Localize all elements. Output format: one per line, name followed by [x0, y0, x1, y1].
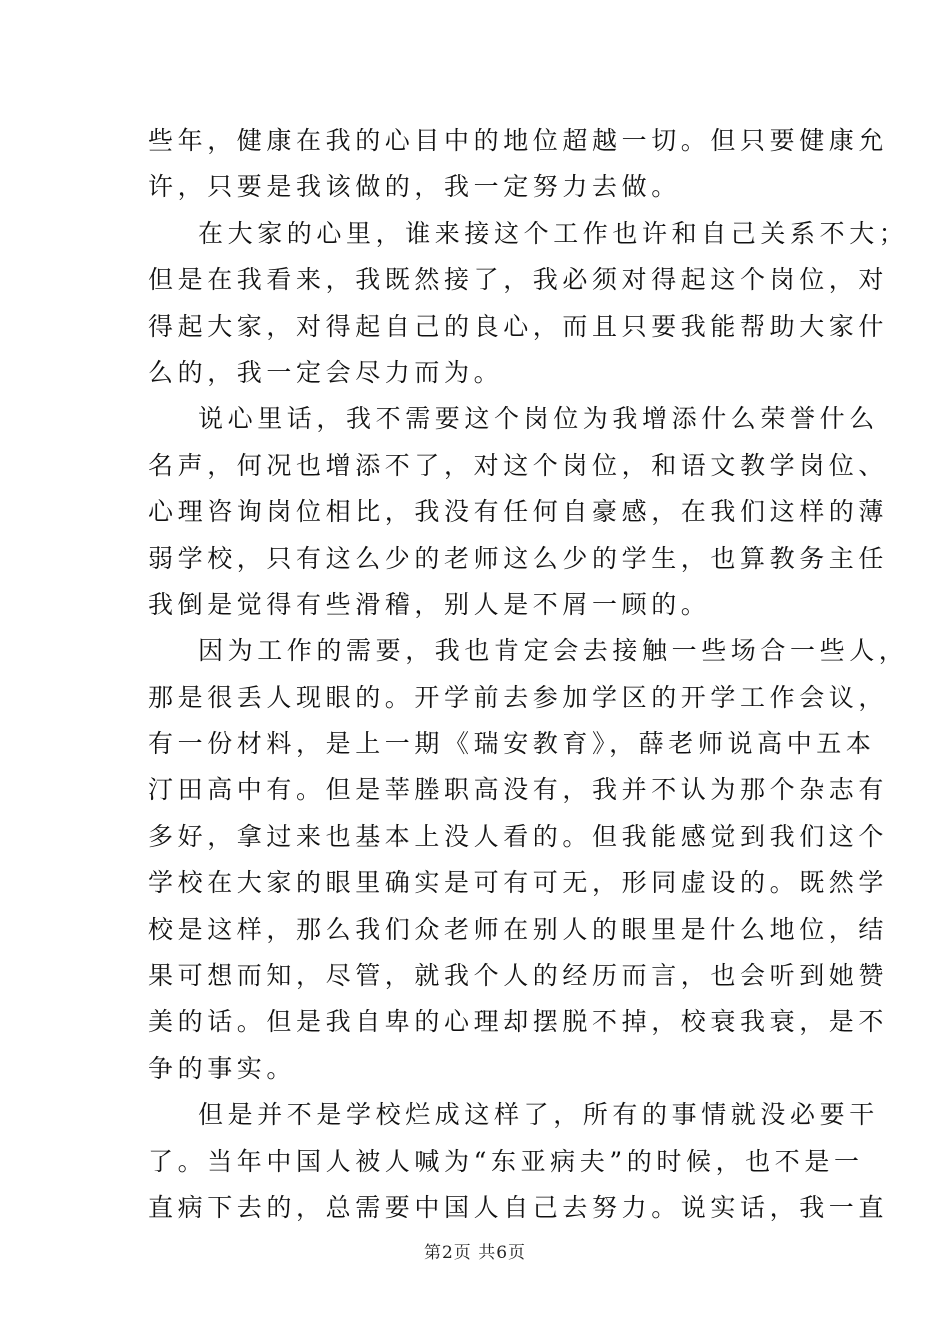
document-body [148, 118, 909, 1231]
paragraph-start-line: 因为工作的需要，我也肯定会去接触一些场合一些人， [198, 636, 909, 666]
paragraph-start-line: 但是并不是学校烂成这样了，所有的事情就没必要干 [198, 1100, 879, 1130]
text-line: 美的话。但是我自卑的心理却摆脱不掉，校衰我衰，是不 [148, 1007, 889, 1037]
text-line: 许，只要是我该做的，我一定努力去做。 [148, 172, 681, 202]
text-line: 了。当年中国人被人喊为“东亚病夫”的时候，也不是一 [148, 1146, 864, 1176]
text-line: 汀田高中有。但是莘塍职高没有，我并不认为那个杂志有 [148, 775, 889, 805]
text-line: 些年，健康在我的心目中的地位超越一切。但只要健康允 [148, 126, 889, 155]
text-line: 果可想而知，尽管，就我个人的经历而言，也会听到她赞 [148, 961, 889, 991]
paragraph-start-line: 说心里话，我不需要这个岗位为我增添什么荣誉什么 [198, 404, 879, 434]
text-line: 但是在我看来，我既然接了，我必须对得起这个岗位，对 [148, 265, 889, 295]
page-number-footer: 第2页 共6页 [423, 1243, 527, 1263]
text-line: 心理咨询岗位相比，我没有任何自豪感，在我们这样的薄 [148, 497, 889, 527]
text-line: 学校在大家的眼里确实是可有可无，形同虚设的。既然学 [148, 868, 889, 898]
text-line: 直病下去的，总需要中国人自己去努力。说实话，我一直 [148, 1192, 889, 1222]
text-line: 么的，我一定会尽力而为。 [148, 357, 504, 387]
text-line: 弱学校，只有这么少的老师这么少的学生，也算教务主任 [148, 543, 889, 573]
text-line: 得起大家，对得起自己的良心，而且只要我能帮助大家什 [148, 311, 889, 341]
text-line: 名声，何况也增添不了，对这个岗位，和语文教学岗位、 [148, 450, 889, 480]
paragraph-start-line: 在大家的心里，谁来接这个工作也许和自己关系不大； [198, 218, 909, 248]
text-line: 争的事实。 [148, 1053, 297, 1083]
text-line: 多好，拿过来也基本上没人看的。但我能感觉到我们这个 [148, 821, 889, 851]
text-line: 我倒是觉得有些滑稽，别人是不屑一顾的。 [148, 589, 711, 619]
text-line: 那是很丢人现眼的。开学前去参加学区的开学工作会议， [148, 682, 889, 712]
text-line: 有一份材料，是上一期《瑞安教育》，薛老师说高中五本 [148, 729, 876, 759]
text-line: 校是这样，那么我们众老师在别人的眼里是什么地位，结 [148, 914, 889, 944]
